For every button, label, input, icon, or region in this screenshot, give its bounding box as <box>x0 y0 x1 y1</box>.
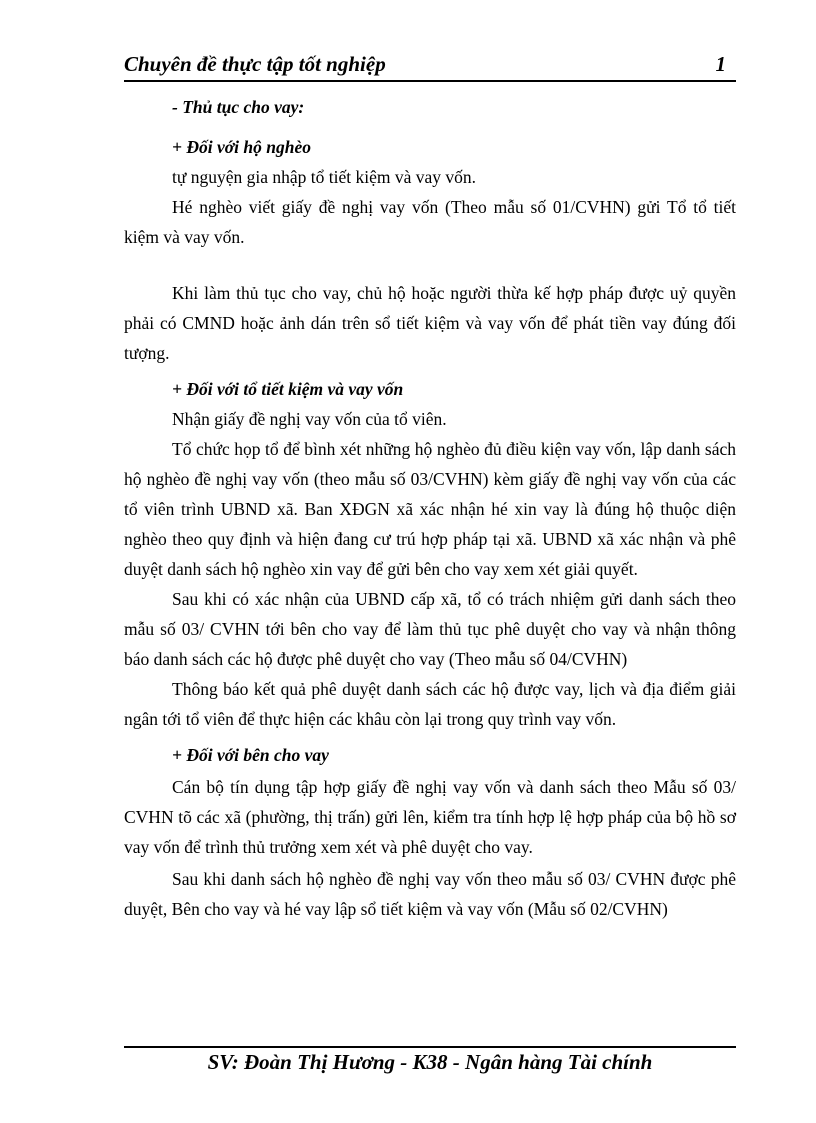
subheading-lender: + Đối với bên cho vay <box>172 745 329 765</box>
paragraph: Khi làm thủ tục cho vay, chủ hộ hoặc người thừa kế hợp pháp được uỷ quyền phải có CMND hoặc ảnh dán trên sổ tiết kiệm và vay vốn để phát tiền vay đúng đối tượng. <box>124 283 736 363</box>
paragraph: tự nguyện gia nhập tổ tiết kiệm và vay vốn. <box>172 167 477 187</box>
paragraph: Sau khi danh sách hộ nghèo đề nghị vay vốn theo mẫu số 03/ CVHN được phê duyệt, Bên cho vay và hé vay lập sổ tiết kiệm và vay vốn (Mẫu số 02/CVHN) <box>124 869 736 919</box>
subheading-poor-households: + Đối với hộ nghèo <box>172 137 311 157</box>
paragraph: Thông báo kết quả phê duyệt danh sách các hộ được vay, lịch và địa điểm giải ngân tới tổ viên để thực hiện các khâu còn lại trong quy trình vay vốn. <box>124 679 736 729</box>
paragraph: Tổ chức họp tổ để bình xét những hộ nghèo đủ điều kiện vay vốn, lập danh sách hộ nghèo đề nghị vay vốn (theo mẫu số 03/CVHN) kèm giấy đề nghị vay vốn của các tổ viên trình UBND xã. Ban XĐGN xã xác nhận hé xin vay là đúng hộ thuộc diện nghèo theo quy định và hiện đang cư trú hợp pháp tại xã. UBND xã xác nhận và phê duyệt danh sách hộ nghèo xin vay để gửi bên cho vay xem xét giải quyết. <box>124 439 736 579</box>
paragraph: Hé nghèo viết giấy đề nghị vay vốn (Theo mẫu số 01/CVHN) gửi Tổ tổ tiết kiệm và vay vốn. <box>124 197 736 247</box>
paragraph: Nhận giấy đề nghị vay vốn của tổ viên. <box>172 409 447 429</box>
page-footer: SV: Đoàn Thị Hương - K38 - Ngân hàng Tài chính <box>207 1050 653 1074</box>
footer-divider <box>124 1046 736 1048</box>
header-title: Chuyên đề thực tập tốt nghiệp <box>124 52 386 76</box>
paragraph: Sau khi có xác nhận của UBND cấp xã, tổ có trách nhiệm gửi danh sách theo mẫu số 03/ CVHN tới bên cho vay để làm thủ tục phê duyệt cho vay và nhận thông báo danh sách các hộ được phê duyệt cho vay (Theo mẫu số 04/CVHN) <box>124 589 736 669</box>
paragraph: Cán bộ tín dụng tập hợp giấy đề nghị vay vốn và danh sách theo Mẫu số 03/ CVHN tõ các xã (phường, thị trấn) gửi lên, kiểm tra tính hợp lệ hợp pháp của bộ hồ sơ vay vốn để trình thủ trưởng xem xét và phê duyệt cho vay. <box>124 777 736 857</box>
document-body <box>124 92 736 924</box>
page-number: 1 <box>715 52 726 76</box>
page-header <box>124 50 736 82</box>
section-heading-procedure: - Thủ tục cho vay: <box>172 97 305 117</box>
subheading-savings-group: + Đối với tổ tiết kiệm và vay vốn <box>172 379 404 399</box>
